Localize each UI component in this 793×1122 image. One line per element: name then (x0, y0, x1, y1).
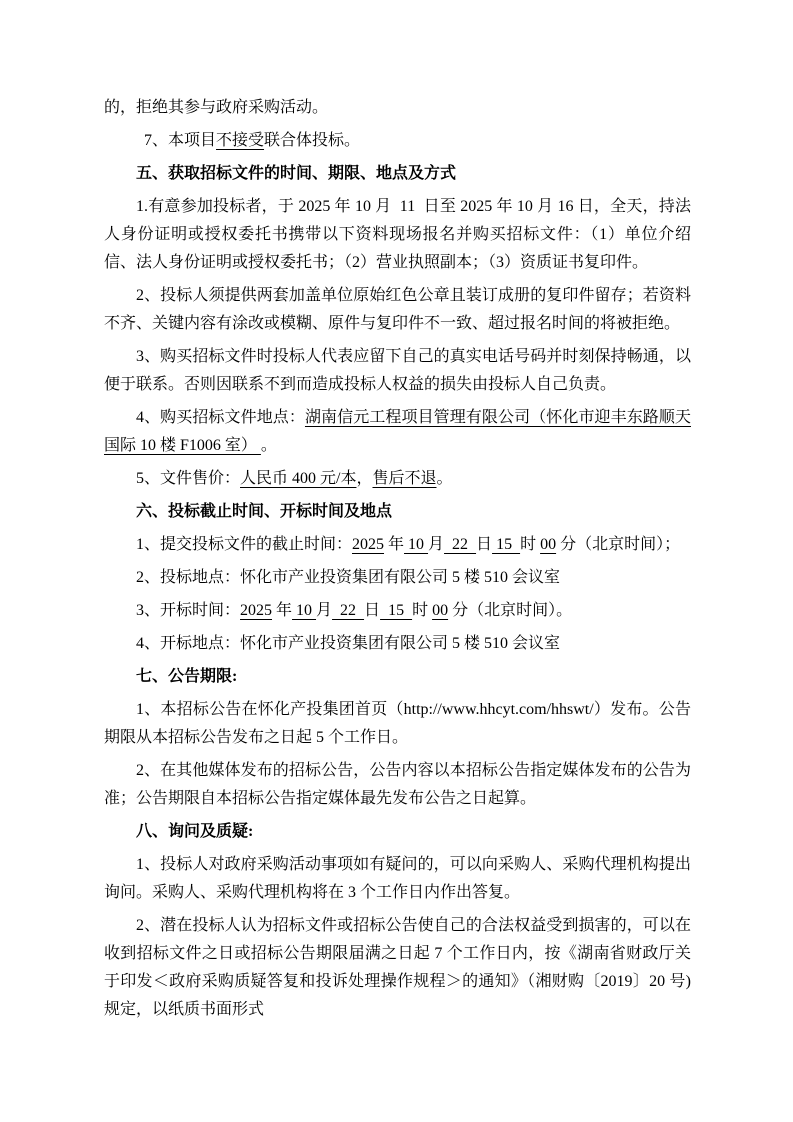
text-segment: 日 (476, 536, 493, 553)
underlined-text-segment: 2025 (240, 602, 273, 619)
underlined-text-segment: 2025 (352, 536, 385, 553)
text-segment: ， (356, 470, 373, 487)
text-segment: 4、开标地点：怀化市产业投资集团有限公司 5 楼 510 会议室 (136, 635, 561, 652)
paragraph (104, 597, 691, 625)
text-segment: 联合体投标。 (264, 132, 361, 149)
text-segment: 1、本招标公告在怀化产投集团首页（http://www.hhcyt.com/hhswt/）发布。公告期限从本招标公告发布之日起 5 个工作日。 (104, 701, 691, 746)
paragraph (104, 282, 691, 338)
text-segment: 2、在其他媒体发布的招标公告，公告内容以本招标公告指定媒体发布的公告为准；公告期限自本招标公告指定媒体最先发布公告之日起算。 (104, 762, 691, 807)
section-heading (104, 818, 691, 846)
text-segment: 年 (384, 536, 405, 553)
text-segment: 年 (272, 602, 293, 619)
text-segment: 分（北京时间）。 (448, 602, 573, 619)
underlined-text-segment: 10 (292, 602, 317, 619)
text-segment: 3、购买招标文件时投标人代表应留下自己的真实电话号码并时刻保持畅通，以便于联系。否则因联系不到而造成投标人权益的损失由投标人自己负责。 (104, 348, 691, 393)
underlined-text-segment: 00 (540, 536, 557, 553)
text-segment: 八、询问及质疑: (136, 823, 254, 840)
underlined-text-segment: 15 (380, 602, 413, 619)
underlined-text-segment: 00 (432, 602, 449, 619)
underlined-text-segment: 售后不退 (372, 470, 437, 487)
text-segment: 2、潜在投标人认为招标文件或招标公告使自己的合法权益受到损害的，可以在收到招标文件之日或招标公告期限届满之日起 7 个工作日内，按《湖南省财政厅关于印发＜政府采购质疑答复和投诉处理操作规程＞的通知》（湘财购〔2019〕20 号)规定，以纸质书面形式 (104, 917, 691, 1018)
underlined-text-segment: 22 (332, 602, 365, 619)
text-segment: 五、获取招标文件的时间、期限、地点及方式 (136, 165, 457, 182)
underlined-text-segment: 15 (492, 536, 521, 553)
underlined-text-segment: 湖南信元工程项目管理有限公司（怀化市迎丰东路顺天国际 10 楼 F1006 室） (104, 409, 691, 454)
underlined-text-segment: 10 (404, 536, 429, 553)
underlined-text-segment: 人民币 400 元/本 (240, 470, 357, 487)
text-segment: 。 (436, 470, 453, 487)
text-segment: 六、投标截止时间、开标时间及地点 (136, 503, 393, 520)
paragraph (104, 343, 691, 399)
text-segment: 7、本项目 (144, 132, 217, 149)
paragraph (104, 404, 691, 460)
text-segment: 1、投标人对政府采购活动事项如有疑问的，可以向采购人、采购代理机构提出询问。采购人、采购代理机构将在 3 个工作日内作出答复。 (104, 856, 691, 901)
text-segment: 3、开标时间： (136, 602, 241, 619)
text-segment: 七、公告期限: (136, 668, 238, 685)
section-heading (104, 160, 691, 188)
text-segment: 时 (412, 602, 433, 619)
paragraph (104, 193, 691, 277)
text-segment: 2、投标地点：怀化市产业投资集团有限公司 5 楼 510 会议室 (136, 569, 561, 586)
text-segment: 1、提交投标文件的截止时间： (136, 536, 353, 553)
text-segment: 时 (520, 536, 541, 553)
paragraph (104, 757, 691, 813)
text-segment: 月 (316, 602, 333, 619)
text-segment: 4、购买招标文件地点： (136, 409, 305, 426)
paragraph (104, 912, 691, 1024)
text-segment: 分（北京时间）； (556, 536, 681, 553)
text-segment: 。 (260, 437, 277, 454)
section-heading (104, 663, 691, 691)
section-heading (104, 498, 691, 526)
paragraph (104, 564, 691, 592)
paragraph (104, 465, 691, 493)
underlined-text-segment: 22 (444, 536, 477, 553)
document-body (104, 94, 691, 1024)
text-segment: 日 (364, 602, 381, 619)
paragraph (104, 851, 691, 907)
paragraph (104, 94, 691, 122)
paragraph (104, 630, 691, 658)
text-segment: 2、投标人须提供两套加盖单位原始红色公章且装订成册的复印件留存；若资料不齐、关键内容有涂改或模糊、原件与复印件不一致、超过报名时间的将被拒绝。 (104, 287, 691, 332)
underlined-text-segment: 不接受 (216, 132, 265, 149)
paragraph (104, 696, 691, 752)
paragraph (104, 127, 691, 155)
text-segment: 1.有意参加投标者，于 2025 年 10 月 11 日至 2025 年 10 月 16 日，全天，持法人身份证明或授权委托书携带以下资料现场报名并购买招标文件：（1）单位介绍信、法人身份证明或授权委托书；（2）营业执照副本；（3）资质证书复印件。 (104, 198, 691, 271)
paragraph (104, 531, 691, 559)
text-segment: 月 (428, 536, 445, 553)
text-segment: 的，拒绝其参与政府采购活动。 (104, 99, 329, 116)
text-segment: 5、文件售价： (136, 470, 241, 487)
